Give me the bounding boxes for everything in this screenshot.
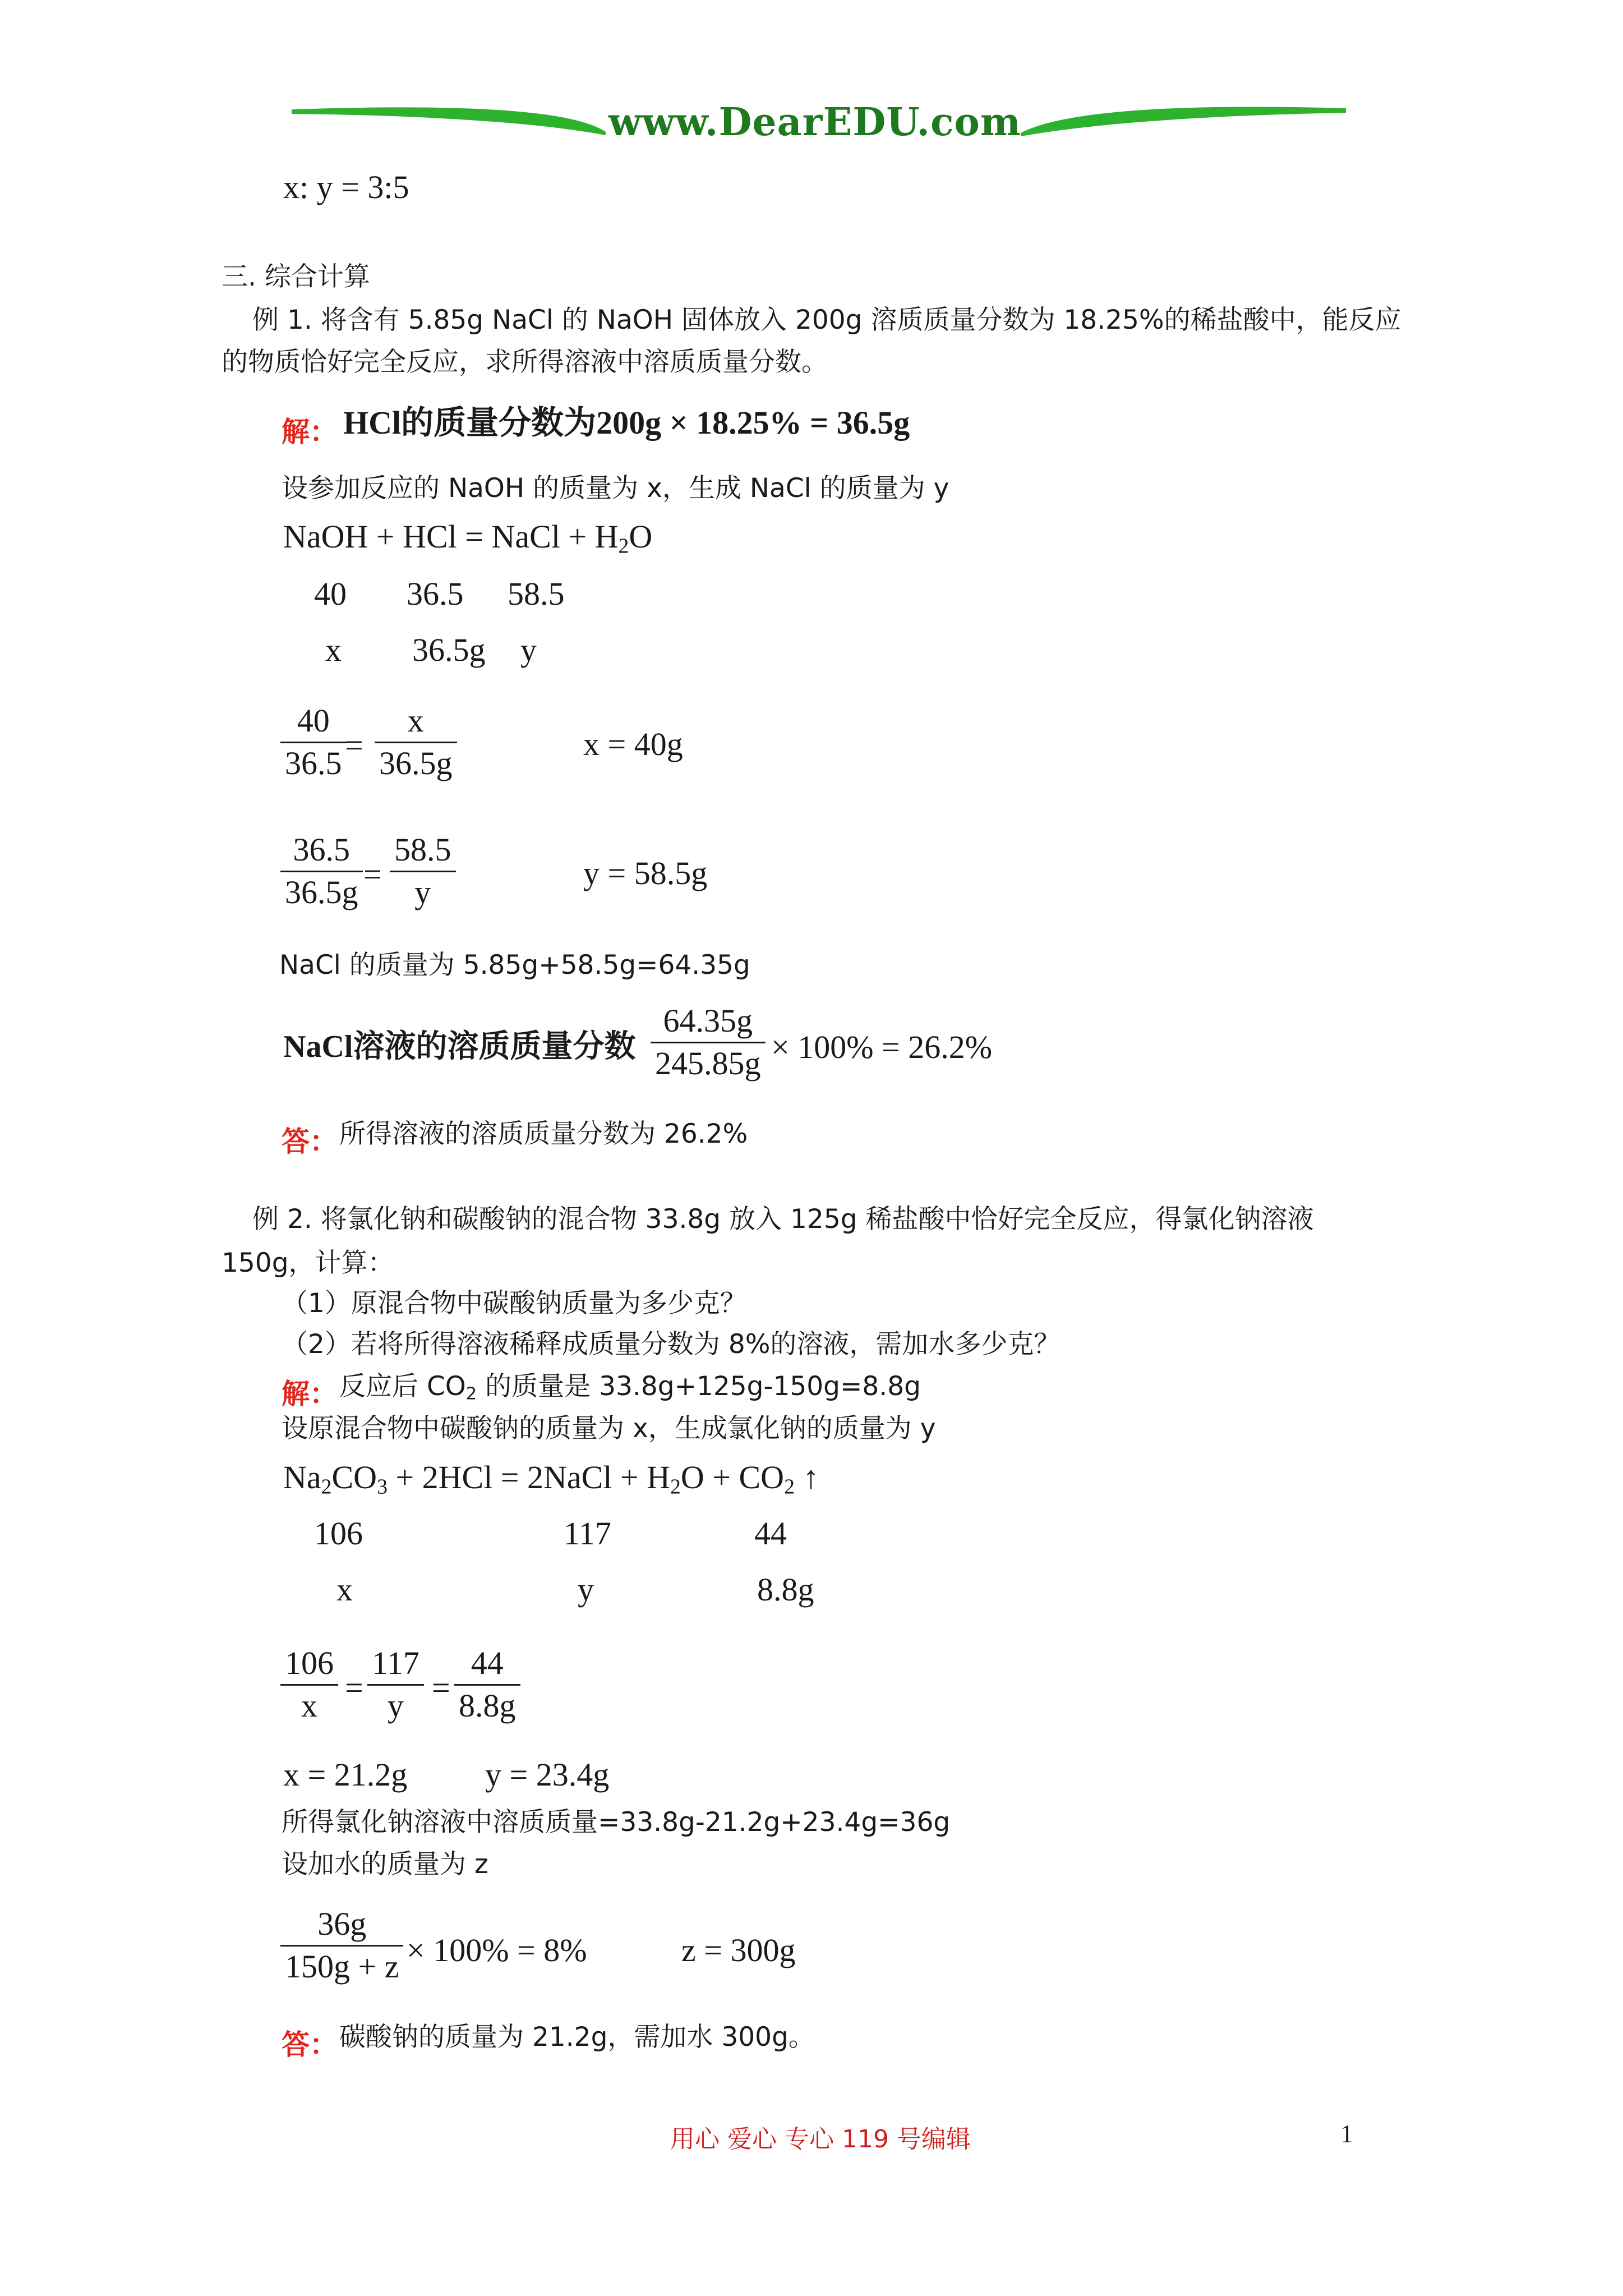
solute-mass-line: 所得氯化钠溶液中溶质质量=33.8g-21.2g+23.4g=36g [282, 1807, 951, 1838]
unknown-y: y [520, 632, 537, 668]
fraction-106-over-x: 106 x [280, 1646, 338, 1723]
result-z-300g: z = 300g [681, 1932, 796, 1968]
fraction-58-5-over-y: 58.5 y [390, 833, 456, 910]
hcl-mass-step: HCl的质量分数为200g × 18.25% = 36.5g [343, 404, 910, 441]
fraction-x-over-36-5g: x 36.5g [375, 704, 457, 781]
fraction-36-5-over-36-5g: 36.5 36.5g [280, 833, 363, 910]
co2-mass-line: 反应后 $CO_2$ 的质量是 33.8g+125g-150g=8.8g [339, 1371, 921, 1404]
answer-label: 答： [282, 1125, 338, 1158]
example1-question-line2: 的物质恰好完全反应，求所得溶液中溶质质量分数。 [222, 347, 828, 378]
mass-8-8g: 8.8g [757, 1571, 814, 1608]
unknown-x-2: x [336, 1571, 353, 1608]
solution-label: 解： [282, 1378, 338, 1410]
result-y-58-5g: y = 58.5g [583, 855, 708, 891]
let-z: 设加水的质量为 z [282, 1849, 488, 1880]
unknown-x: x [325, 632, 342, 668]
molar-mass-117: 117 [564, 1515, 611, 1552]
page-number: 1 [1340, 2119, 1353, 2148]
let-variables: 设参加反应的 NaOH 的质量为 x，生成 NaCl 的质量为 y [282, 473, 949, 504]
molar-mass-106: 106 [314, 1515, 363, 1552]
example2-answer: 碳酸钠的质量为 21.2g，需加水 300g。 [339, 2022, 815, 2053]
example1-answer: 所得溶液的溶质质量分数为 26.2% [339, 1119, 748, 1149]
pct-label: NaCl溶液的溶质质量分数 [283, 1029, 636, 1064]
fraction-64-35-over-245-85: 64.35g 245.85g [651, 1004, 766, 1081]
site-logo: www.DearEDU.com [608, 100, 1021, 145]
solution-label: 解： [282, 416, 338, 448]
equals-sign: = [345, 727, 363, 763]
pct-result: × 100% = 26.2% [771, 1029, 993, 1065]
nacl-total-mass: NaCl 的质量为 5.85g+58.5g=64.35g [279, 950, 750, 981]
result-x-40g: x = 40g [583, 726, 683, 762]
reaction-equation-1: NaOH + HCl = NaCl + $H_2O$ [283, 518, 653, 558]
molar-mass-40: 40 [314, 576, 347, 612]
fraction-36g-over-150g-plus-z: 36g 150g + z [280, 1907, 403, 1984]
reaction-equation-2: $Na_2CO_3 + 2HCl$ = 2NaCl + $H_2O + CO_2$ ↑ [283, 1459, 819, 1499]
molar-mass-58-5: 58.5 [508, 576, 565, 612]
example2-question-line1: 例 2. 将氯化钠和碳酸钠的混合物 33.8g 放入 125g 稀盐酸中恰好完全反应，得氯化钠溶液 [252, 1204, 1314, 1235]
fraction-44-over-8-8g: 44 8.8g [454, 1646, 520, 1723]
example2-subquestion-1: （1）原混合物中碳酸钠质量为多少克？ [282, 1288, 746, 1319]
mass-36-5g: 36.5g [412, 632, 486, 668]
equals-sign: = [345, 1669, 363, 1706]
result-y-23-4g: y = 23.4g [485, 1756, 610, 1793]
let-variables-2: 设原混合物中碳酸钠的质量为 x，生成氯化钠的质量为 y [282, 1413, 936, 1444]
footer-note: 用心 爱心 专心 119 号编辑 [670, 2125, 971, 2154]
equals-sign: = [363, 856, 382, 892]
result-x-21-2g: x = 21.2g [283, 1756, 408, 1793]
unknown-y-2: y [578, 1571, 594, 1608]
fraction-40-over-36-5: 40 36.5 [280, 704, 347, 781]
fraction-117-over-y: 117 y [367, 1646, 424, 1723]
answer-label: 答： [282, 2028, 338, 2061]
equals-sign: = [432, 1669, 450, 1706]
section-title: 三. 综合计算 [222, 261, 370, 292]
example2-subquestion-2: （2）若将所得溶液稀释成质量分数为 8%的溶液，需加水多少克？ [282, 1329, 1061, 1360]
ratio-formula: x: y = 3:5 [283, 169, 409, 205]
dilution-result: × 100% = 8% [407, 1932, 587, 1968]
molar-mass-44: 44 [754, 1515, 787, 1552]
example1-question-line1: 例 1. 将含有 5.85g NaCl 的 NaOH 固体放入 200g 溶质质量分数为 18.25%的稀盐酸中，能反应 [252, 305, 1401, 335]
molar-mass-36-5: 36.5 [407, 576, 464, 612]
example2-question-line2: 150g，计算： [222, 1248, 394, 1278]
